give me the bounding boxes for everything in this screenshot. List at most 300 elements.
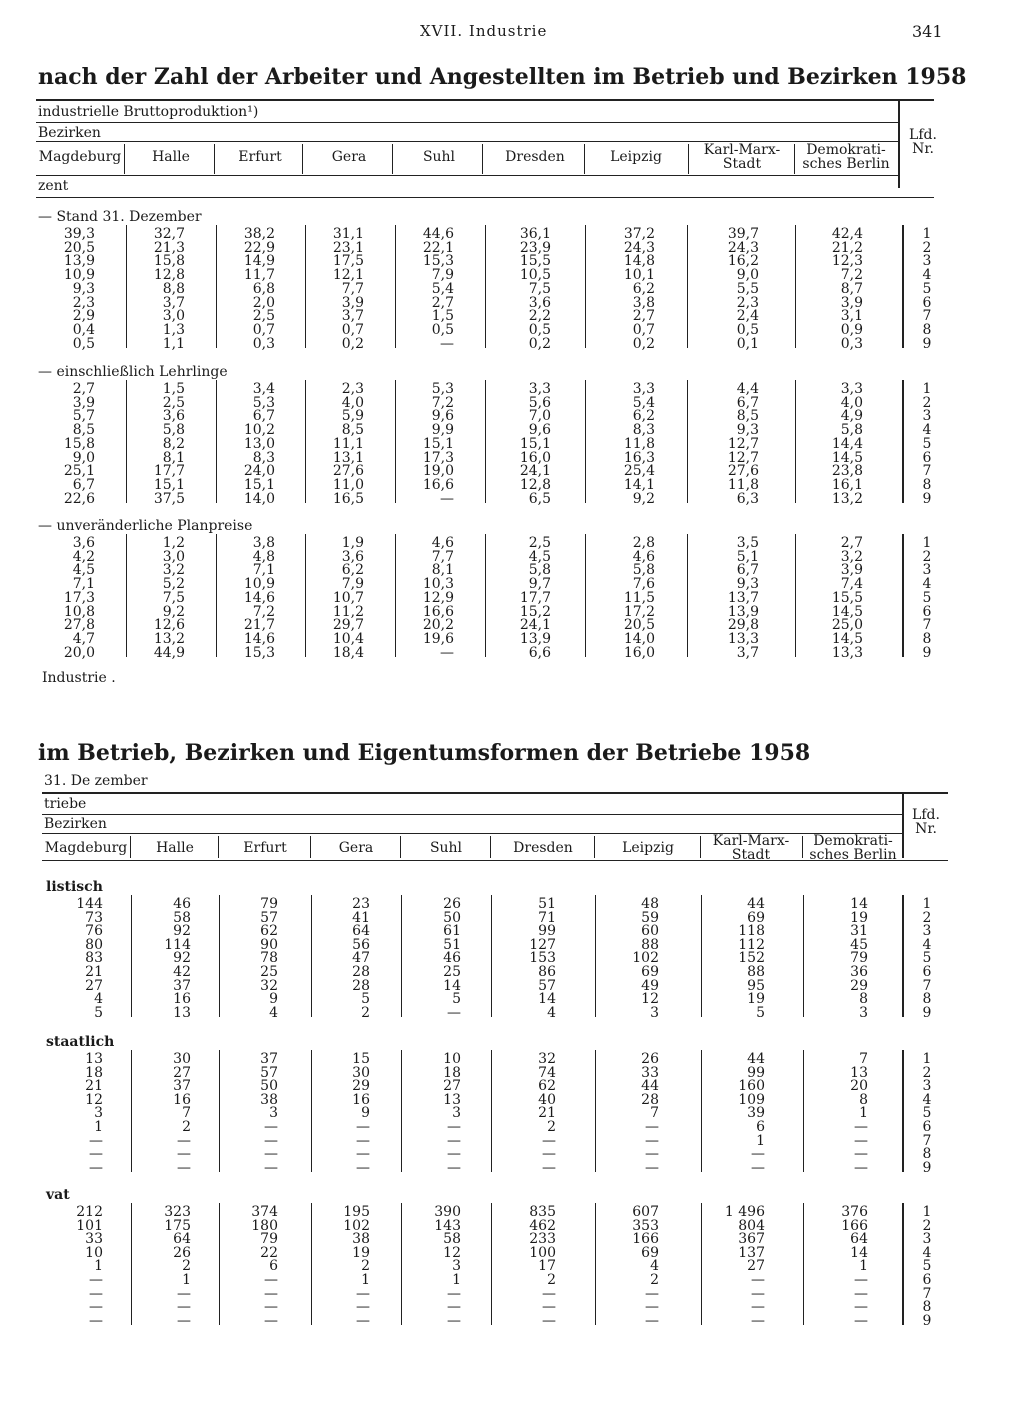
table-cell: 14,6 [243,630,275,647]
table-cell: 3,6 [72,535,95,551]
column-divider [392,144,393,174]
table-row [0,1079,1024,1093]
table-cell: — [356,1146,370,1163]
column-header: Suhl [429,840,463,856]
table-cell: 12 [85,1091,103,1108]
column-divider [491,895,492,1017]
table-cell: — [89,1159,103,1176]
table-cell: 16,6 [422,476,454,493]
column-header: Karl-Marx- Stadt [703,142,781,172]
table-cell: 6,8 [252,280,275,297]
table-cell: 57 [538,977,556,994]
column-divider [688,144,689,174]
table-cell: 16,1 [831,476,863,493]
lfd-divider [902,225,904,348]
table-row [0,1120,1024,1134]
table-row [0,296,1024,310]
table-cell: 3 [859,1004,868,1021]
column-divider [595,895,596,1017]
table-cell: 0,1 [736,335,759,352]
table-cell: — [89,1146,103,1163]
row-number: 5 [922,280,932,297]
table-cell: 50 [443,909,461,926]
table-cell: 27 [85,977,103,994]
column-divider [214,144,215,174]
table-cell: 19,6 [422,630,454,647]
table-cell: 11,8 [623,435,655,452]
table-cell: 195 [343,1204,370,1220]
column-divider [687,534,688,657]
column-header: Magdeburg [44,840,128,856]
table-cell: 23 [352,896,370,912]
table-cell: 64 [173,1231,191,1248]
table-cell: 180 [251,1217,278,1234]
table-cell: 1,9 [341,535,364,551]
table-cell: 1 [94,1258,103,1275]
table-cell: 13,3 [727,630,759,647]
table-cell: 323 [164,1204,191,1220]
table-cell: — [854,1119,868,1135]
table-row [0,979,1024,993]
table-cell: — [264,1285,278,1302]
table-cell: 0,3 [252,335,275,352]
table2-title: im Betrieb, Bezirken und Eigentumsformen der Betriebe 1958 [38,740,811,766]
table-cell: — [447,1132,461,1149]
table-cell: 23,9 [519,239,551,256]
table-row [0,309,1024,323]
table-row [0,1246,1024,1260]
table-cell: 27 [173,1064,191,1081]
column-divider [124,144,125,174]
table-cell: 19 [747,991,765,1008]
table-cell: 58 [173,909,191,926]
lfd-divider [902,1050,904,1172]
table-cell: 11,0 [332,476,364,493]
row-number: 3 [922,253,932,270]
column-divider [794,144,795,174]
column-header: Gera [338,840,374,856]
row-number: 4 [922,576,932,593]
table-cell: 22,6 [63,490,95,507]
table-cell: 0,2 [528,335,551,352]
table-cell: 45 [850,936,868,953]
table-cell: — [645,1146,659,1163]
table-cell: 0,3 [840,335,863,352]
table-cell: 137 [738,1244,765,1261]
column-divider [130,836,131,858]
table-cell: 79 [260,896,278,912]
column-header: Leipzig [622,840,674,856]
table-cell: 3,9 [341,294,364,311]
table-cell: 5,8 [632,562,655,579]
table-cell: 15,8 [63,435,95,452]
table-cell: 8,2 [162,435,185,452]
table-cell: 27,8 [63,617,95,634]
table-cell: 41 [352,909,370,926]
table-cell: 8,1 [162,449,185,466]
table-cell: 14,8 [623,253,655,270]
table-cell: 4,6 [431,535,454,551]
column-divider [485,225,486,348]
table-cell: 38 [352,1231,370,1248]
table-cell: 8,5 [736,408,759,425]
table-cell: — [89,1285,103,1302]
table-cell: 100 [529,1244,556,1261]
table-cell: 102 [343,1217,370,1234]
row-number: 2 [922,239,932,256]
table-cell: 46 [443,950,461,967]
row-number: 8 [922,1146,932,1163]
table-cell: — [356,1312,370,1329]
column-divider [131,1050,132,1172]
table-cell: 90 [260,936,278,953]
table-row [0,992,1024,1006]
table-cell: — [447,1119,461,1135]
row-number: 2 [922,548,932,565]
table-cell: 3,5 [736,535,759,551]
table-cell: 7 [859,1051,868,1067]
table-cell: 6,5 [528,490,551,507]
table-cell: 17,5 [332,253,364,270]
table-cell: 27 [443,1078,461,1095]
row-number: 9 [922,335,932,352]
table-cell: 14,5 [831,449,863,466]
table-row [0,536,1024,550]
table-cell: 5,3 [252,394,275,411]
column-header: Suhl [422,149,456,165]
row-number: 6 [922,294,932,311]
table-cell: 69 [641,964,659,980]
table-cell: 9 [361,1105,370,1122]
row-number: 7 [922,1132,932,1149]
table2-subtitle: 31. De zember [44,773,148,789]
table-cell: 21 [85,1078,103,1095]
table-cell: 27,6 [727,463,759,480]
table-cell: 14,0 [243,490,275,507]
column-header: Demokrati- sches Berlin [802,142,890,172]
table-cell: 6,7 [736,562,759,579]
table-cell: 26 [641,1051,659,1067]
table-cell: 13,2 [153,630,185,647]
table-cell: 64 [352,923,370,940]
table-cell: 13,0 [243,435,275,452]
table-row [0,1205,1024,1219]
table-cell: 28 [641,1091,659,1108]
table-cell: 2 [547,1272,556,1288]
table-cell: 6 [269,1258,278,1275]
column-divider [701,1050,702,1172]
table-cell: 5 [452,991,461,1008]
table-row [0,1273,1024,1287]
table-cell: — [89,1312,103,1329]
table-cell: 353 [632,1217,659,1234]
column-divider [585,534,586,657]
table-cell: 80 [85,936,103,953]
column-header: Erfurt [243,840,287,856]
table-cell: 6,7 [252,408,275,425]
table-cell: 26 [443,896,461,912]
table-cell: 39,7 [727,226,759,242]
table-cell: 2,7 [632,308,655,325]
table-cell: 10,9 [63,267,95,284]
table-cell: 79 [850,950,868,967]
table-cell: 2,7 [840,535,863,551]
table-cell: 9,3 [736,576,759,593]
row-number: 4 [922,267,932,284]
table-cell: — [854,1312,868,1329]
table-cell: 56 [352,936,370,953]
table-cell: 74 [538,1064,556,1081]
table-cell: 4,5 [72,562,95,579]
table1-footnote: Industrie . [42,670,116,686]
column-divider [305,380,306,503]
table-cell: 1,3 [162,321,185,338]
table-cell: 2,5 [162,394,185,411]
table-cell: 143 [434,1217,461,1234]
table-cell: 127 [529,936,556,953]
table-cell: 15,1 [519,435,551,452]
table-cell: 23,1 [332,239,364,256]
table1-top-rule [36,99,934,101]
table-cell: 37,2 [623,226,655,242]
row-number: 1 [922,535,932,551]
row-number: 6 [922,964,932,980]
table-cell: 24,1 [519,463,551,480]
table-cell: 7 [182,1105,191,1122]
table-cell: 21,7 [243,617,275,634]
table-cell: 32 [260,977,278,994]
page-number: 341 [912,22,943,41]
table-cell: 2,3 [341,381,364,397]
column-divider [395,380,396,503]
table-row [0,423,1024,437]
table-cell: 9,6 [528,422,551,439]
table-cell: 15,1 [243,476,275,493]
column-divider [305,534,306,657]
table-cell: 0,7 [252,321,275,338]
table-cell: 2,0 [252,294,275,311]
table-cell: 3,3 [840,381,863,397]
table-cell: — [177,1132,191,1149]
table-cell: 25,1 [63,463,95,480]
table-cell: 8,1 [431,562,454,579]
table-cell: 2 [182,1258,191,1275]
table-cell: 233 [529,1231,556,1248]
table-cell: 27 [747,1258,765,1275]
table-cell: — [854,1132,868,1149]
table-cell: 118 [738,923,765,940]
table-cell: 12 [641,991,659,1008]
table-cell: 49 [641,977,659,994]
table2-header-row-1: triebe [44,796,87,812]
table-row [0,1006,1024,1020]
row-number: 3 [922,562,932,579]
lfd-divider [902,534,904,657]
table-cell: 367 [738,1231,765,1248]
table-cell: 1 [452,1272,461,1288]
table-cell: 28 [352,977,370,994]
table1-header-bottom-rule [36,197,934,198]
table-cell: 175 [164,1217,191,1234]
row-number: 2 [922,909,932,926]
table-cell: 1 [859,1258,868,1275]
table-cell: 92 [173,950,191,967]
column-divider [401,1050,402,1172]
row-number: 7 [922,1285,932,1302]
column-divider [395,225,396,348]
table-row [0,550,1024,564]
table-cell: 20,2 [422,617,454,634]
table-row [0,1093,1024,1107]
group-label: vat [46,1187,70,1203]
column-divider [131,895,132,1017]
row-number: 1 [922,226,932,242]
table-cell: 14,5 [831,603,863,620]
table-cell: 20 [850,1078,868,1095]
table-cell: — [542,1285,556,1302]
table-cell: — [854,1159,868,1176]
table-row [0,1066,1024,1080]
table-cell: 0,5 [431,321,454,338]
group-label: — Stand 31. Dezember [38,209,202,225]
row-number: 9 [922,1004,932,1021]
table-cell: 3,6 [528,294,551,311]
table-cell: 5,6 [528,394,551,411]
table-cell: 17,3 [63,589,95,606]
table-cell: 37 [260,1051,278,1067]
table-cell: 804 [738,1217,765,1234]
table-cell: 16,3 [623,449,655,466]
table-row [0,227,1024,241]
column-header: Erfurt [238,149,282,165]
row-number: 9 [922,644,932,661]
table-cell: 25 [443,964,461,980]
table-row [0,911,1024,925]
table-cell: 3,0 [162,308,185,325]
table-cell: 16 [173,1091,191,1108]
table-cell: 5 [94,1004,103,1021]
table-cell: 835 [529,1204,556,1220]
row-number: 2 [922,1217,932,1234]
column-divider [482,144,483,174]
table-cell: 4 [650,1258,659,1275]
column-header: Halle [156,840,194,856]
table-cell: 5,9 [341,408,364,425]
table-cell: 83 [85,950,103,967]
table-cell: 9,2 [632,490,655,507]
table-cell: 10,1 [623,267,655,284]
column-divider [485,534,486,657]
row-number: 2 [922,1064,932,1081]
table-cell: 6,2 [341,562,364,579]
column-divider [126,380,127,503]
row-number: 1 [922,1204,932,1220]
running-head: XVII. Industrie [420,22,548,40]
table-cell: 19,0 [422,463,454,480]
table-cell: 57 [260,1064,278,1081]
table-cell: 33 [641,1064,659,1081]
table2-top-rule [42,792,948,794]
table-cell: 17,7 [519,589,551,606]
table-cell: 7,0 [528,408,551,425]
table-cell: 4,4 [736,381,759,397]
table1-header-row-2: Bezirken [38,125,101,141]
table-cell: 2 [547,1119,556,1135]
row-number: 7 [922,977,932,994]
column-divider [802,836,803,858]
column-header: Karl-Marx- Stadt [712,833,790,863]
table-cell: — [264,1312,278,1329]
table-cell: 14 [443,977,461,994]
table-cell: 30 [352,1064,370,1081]
column-header: Dresden [505,149,565,165]
table-cell: 15,2 [519,603,551,620]
table-row [0,951,1024,965]
column-divider [584,144,585,174]
table-cell: 19 [352,1244,370,1261]
table-cell: 376 [841,1204,868,1220]
table-cell: 9,3 [736,422,759,439]
table-cell: 20,0 [63,644,95,661]
table-cell: — [356,1299,370,1316]
table-cell: 0,9 [840,321,863,338]
table-cell: 7,2 [840,267,863,284]
row-number: 2 [922,394,932,411]
column-divider [795,225,796,348]
table-cell: 101 [76,1217,103,1234]
column-divider [700,836,701,858]
table-cell: 6 [756,1119,765,1135]
table-cell: — [542,1146,556,1163]
table-cell: 2 [361,1258,370,1275]
table-cell: 3,2 [162,562,185,579]
table-cell: 18 [85,1064,103,1081]
column-divider [126,534,127,657]
table-cell: — [177,1299,191,1316]
row-number: 3 [922,408,932,425]
table-cell: — [356,1132,370,1149]
table-cell: 16,0 [623,644,655,661]
column-divider [311,895,312,1017]
table-cell: 3,7 [736,644,759,661]
table-cell: 7,9 [341,576,364,593]
table-cell: 2,9 [72,308,95,325]
table-cell: 212 [76,1204,103,1220]
table-cell: — [854,1285,868,1302]
table-cell: 5,4 [632,394,655,411]
table-cell: 88 [641,936,659,953]
table-cell: 62 [260,923,278,940]
table-cell: 76 [85,923,103,940]
row-number: 9 [922,1159,932,1176]
table-cell: 13 [443,1091,461,1108]
table-cell: 390 [434,1204,461,1220]
table-cell: 42,4 [831,226,863,242]
table-cell: 3,4 [252,381,275,397]
table-cell: 3 [452,1105,461,1122]
table-cell: 61 [443,923,461,940]
table-cell: — [356,1159,370,1176]
table-cell: 12,7 [727,435,759,452]
table-cell: 1 [94,1119,103,1135]
column-divider [305,225,306,348]
table-cell: 11,2 [332,603,364,620]
table-cell: 2,7 [431,294,454,311]
table-cell: 30 [173,1051,191,1067]
column-divider [302,144,303,174]
row-number: 6 [922,603,932,620]
table-cell: 0,4 [72,321,95,338]
